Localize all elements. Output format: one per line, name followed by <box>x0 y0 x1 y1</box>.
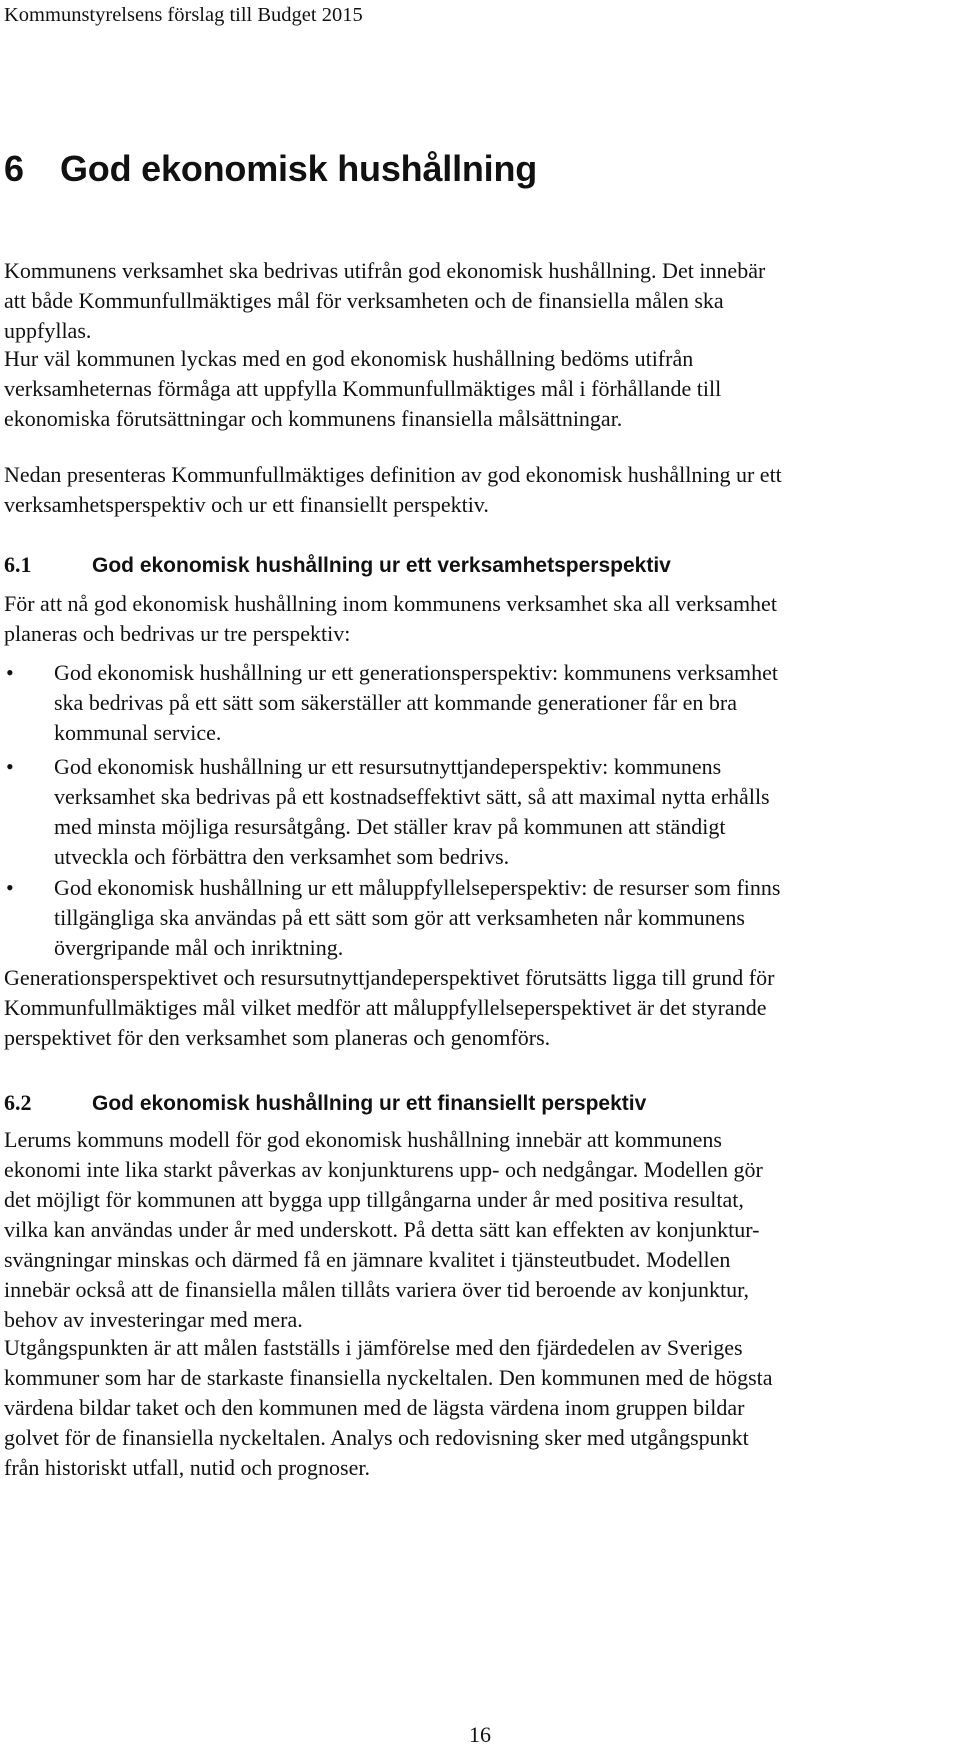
text-line: behov av investeringar med mera. <box>4 1307 303 1332</box>
text-line: God ekonomisk hushållning ur ett generationsperspektiv: kommunens verksamhet <box>54 660 779 685</box>
section-6-2-paragraph-2 <box>4 1333 954 1483</box>
text-line: vilka kan användas under år med underskott. På detta sätt kan effekten av konjunktur- <box>4 1217 760 1242</box>
bullet-icon: • <box>6 660 14 685</box>
section-title: God ekonomisk hushållning ur ett verksamhetsperspektiv <box>92 554 671 577</box>
bullet-icon: • <box>6 875 14 900</box>
intro-paragraph-3 <box>4 460 954 520</box>
text-line: Lerums kommuns modell för god ekonomisk hushållning innebär att kommunens <box>4 1127 722 1152</box>
text-line: övergripande mål och inriktning. <box>54 935 344 960</box>
text-line: ekonomiska förutsättningar och kommunens finansiella målsättningar. <box>4 406 623 431</box>
bullet-text <box>54 873 954 963</box>
text-line: kommuner som har de starkaste finansiella nyckeltalen. Den kommunen med de högsta <box>4 1365 773 1390</box>
text-line: Nedan presenteras Kommunfullmäktiges definition av god ekonomisk hushållning ur ett <box>4 462 782 487</box>
section-heading-6-2 <box>4 1090 646 1116</box>
text-line: värdena bildar taket och den kommunen med de lägsta värdena inom gruppen bildar <box>4 1395 745 1420</box>
text-line: svängningar minskas och därmed få en jämnare kvalitet i tjänsteutbudet. Modellen <box>4 1247 731 1272</box>
text-line: innebär också att de finansiella målen tillåts variera över tid beroende av konjunktur, <box>4 1277 750 1302</box>
text-line: från historiskt utfall, nutid och prognoser. <box>4 1455 370 1480</box>
chapter-title: God ekonomisk hushållning <box>60 148 538 189</box>
text-line: Generationsperspektivet och resursutnyttjandeperspektivet förutsätts ligga till grund för <box>4 965 775 990</box>
text-line: ekonomi inte lika starkt påverkas av konjunkturens upp- och nedgångar. Modellen gör <box>4 1157 763 1182</box>
text-line: det möjligt för kommunen att bygga upp tillgångarna under år med positiva resultat, <box>4 1187 744 1212</box>
bullet-icon: • <box>6 754 14 779</box>
section-6-1-closing <box>4 963 954 1053</box>
text-line: uppfyllas. <box>4 318 92 343</box>
chapter-number: 6 <box>4 148 24 189</box>
text-line: kommunal service. <box>54 720 222 745</box>
page-number: 16 <box>469 1722 491 1747</box>
text-line: planeras och bedrivas ur tre perspektiv: <box>4 621 351 646</box>
text-line: golvet för de finansiella nyckeltalen. Analys och redovisning sker med utgångspunkt <box>4 1425 749 1450</box>
intro-paragraph-1 <box>4 256 954 346</box>
text-line: För att nå god ekonomisk hushållning inom kommunens verksamhet ska all verksamhet <box>4 591 777 616</box>
section-title: God ekonomisk hushållning ur ett finansiellt perspektiv <box>92 1092 647 1115</box>
text-line: verksamhet ska bedrivas på ett kostnadseffektivt sätt, så att maximal nytta erhålls <box>54 784 770 809</box>
text-line: perspektivet för den verksamhet som planeras och genomförs. <box>4 1025 551 1050</box>
text-line: God ekonomisk hushållning ur ett måluppfyllelseperspektiv: de resurser som finns <box>54 875 781 900</box>
section-6-2-paragraph-1 <box>4 1125 954 1335</box>
text-line: God ekonomisk hushållning ur ett resursutnyttjandeperspektiv: kommunens <box>54 754 722 779</box>
text-line: utveckla och förbättra den verksamhet som bedrivs. <box>54 844 510 869</box>
bullet-text <box>54 658 954 748</box>
section-6-1-intro <box>4 589 954 649</box>
bullet-text <box>54 752 954 872</box>
text-line: med minsta möjliga resursåtgång. Det ställer krav på kommunen att ständigt <box>54 814 726 839</box>
text-line: ska bedrivas på ett sätt som säkerställer att kommande generationer får en bra <box>54 690 737 715</box>
text-line: att både Kommunfullmäktiges mål för verksamheten och de finansiella målen ska <box>4 288 724 313</box>
text-line: verksamhetsperspektiv och ur ett finansiellt perspektiv. <box>4 492 489 517</box>
section-number: 6.1 <box>4 552 32 577</box>
text-line: Hur väl kommunen lyckas med en god ekonomisk hushållning bedöms utifrån <box>4 346 694 371</box>
intro-paragraph-2 <box>4 344 954 434</box>
text-line: Kommunens verksamhet ska bedrivas utifrån god ekonomisk hushållning. Det innebär <box>4 258 766 283</box>
text-line: Utgångspunkten är att målen fastställs i jämförelse med den fjärdedelen av Sveriges <box>4 1335 743 1360</box>
section-number: 6.2 <box>4 1090 32 1115</box>
text-line: tillgängliga ska användas på ett sätt som gör att verksamheten når kommunens <box>54 905 745 930</box>
text-line: Kommunfullmäktiges mål vilket medför att måluppfyllelseperspektivet är det styrande <box>4 995 767 1020</box>
chapter-heading <box>4 148 537 190</box>
running-header: Kommunstyrelsens förslag till Budget 2015 <box>4 4 363 26</box>
section-heading-6-1 <box>4 552 671 578</box>
text-line: verksamheternas förmåga att uppfylla Kommunfullmäktiges mål i förhållande till <box>4 376 722 401</box>
